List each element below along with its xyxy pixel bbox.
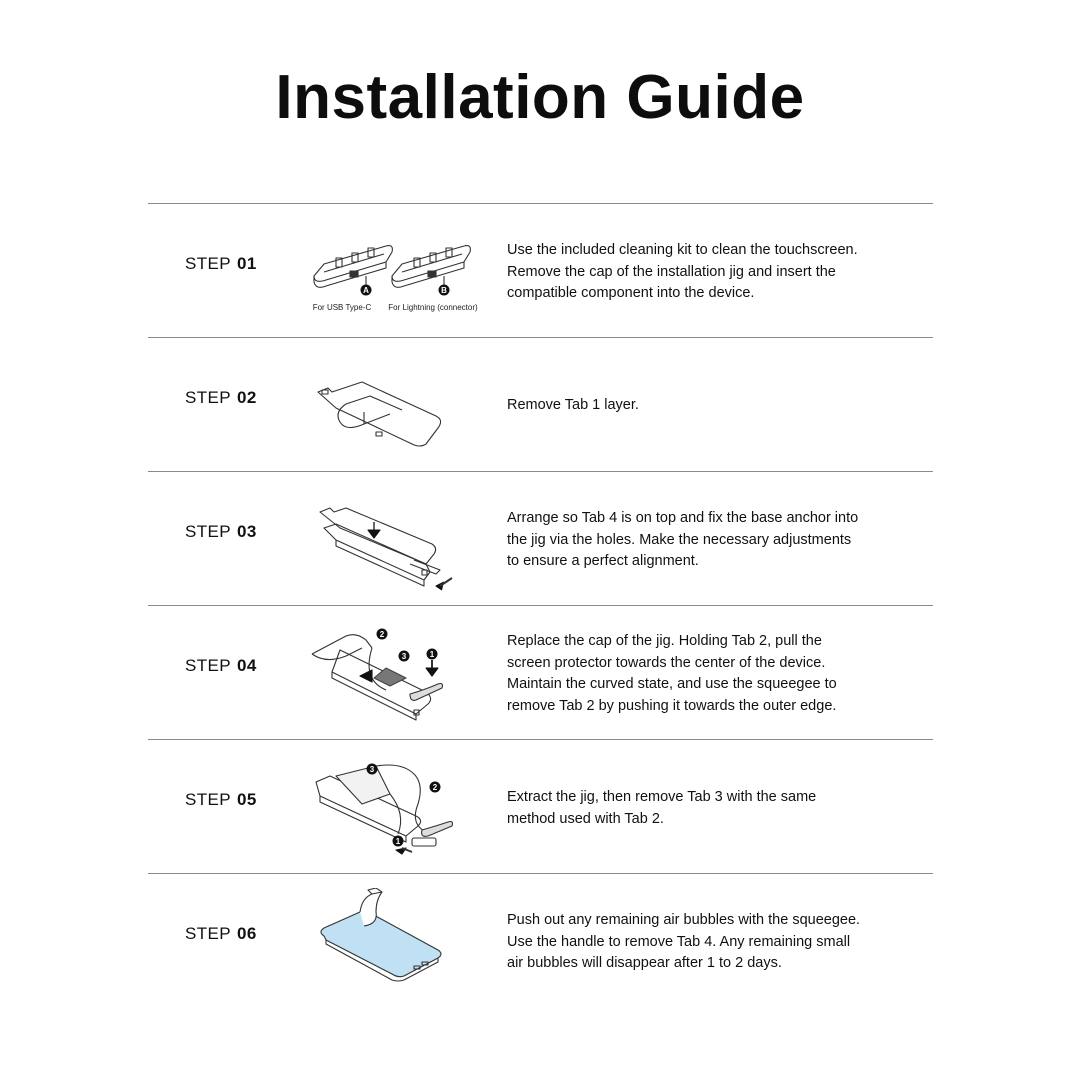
steps-list: [148, 203, 933, 1007]
step-label: [185, 388, 257, 408]
step-word: STEP: [185, 254, 232, 273]
step-06: [148, 874, 933, 1007]
jig-alignment-icon: [306, 486, 486, 591]
caption-usb-type-c: For USB Type-C: [312, 303, 372, 312]
step-word: STEP: [185, 656, 232, 675]
step-number: 04: [237, 656, 257, 675]
step-number: 03: [237, 522, 257, 541]
badge-2: 2: [432, 783, 438, 792]
caption-lightning: For Lightning (connector): [388, 303, 478, 312]
step-description: Extract the jig, then remove Tab 3 with the same method used with Tab 2.: [507, 789, 817, 827]
step-word: STEP: [185, 522, 232, 541]
remove-tab1-icon: [306, 352, 486, 457]
step-02: [148, 338, 933, 471]
page-title: Installation Guide: [275, 63, 805, 132]
remove-tab4-icon: [306, 888, 486, 993]
step-label: [185, 522, 257, 542]
badge-1: 1: [395, 837, 401, 846]
badge-a: A: [363, 286, 369, 295]
step-number: 02: [237, 388, 257, 407]
step-number: 06: [237, 924, 257, 943]
pull-tab2-icon: [306, 620, 486, 725]
jig-components-icon: [306, 218, 486, 323]
badge-1: 1: [429, 650, 435, 659]
step-05: [148, 740, 933, 873]
step-word: STEP: [185, 388, 232, 407]
badge-b: B: [441, 286, 447, 295]
badge-3: 3: [369, 765, 375, 774]
step-description: Arrange so Tab 4 is on top and fix the base anchor into the jig via the holes. Make the necessary adjustments to ensure a perfect alignment.: [507, 510, 859, 569]
step-number: 01: [237, 254, 257, 273]
step-label: [185, 790, 257, 810]
step-01: [148, 204, 933, 337]
step-label: [185, 924, 257, 944]
remove-tab3-icon: [306, 754, 486, 859]
step-description: Remove Tab 1 layer.: [507, 397, 639, 413]
step-description: Replace the cap of the jig. Holding Tab 2, pull the screen protector towards the center of the device. Maintain the curved state, and use the squeegee to remove Tab 2 by pushing it towards the outer edge.: [507, 633, 837, 714]
step-04: [148, 606, 933, 739]
step-description: Use the included cleaning kit to clean the touchscreen. Remove the cap of the installation jig and insert the compatible component into the device.: [507, 242, 858, 301]
step-number: 05: [237, 790, 257, 809]
step-word: STEP: [185, 924, 232, 943]
step-label: [185, 656, 257, 676]
step-description: Push out any remaining air bubbles with the squeegee. Use the handle to remove Tab 4. Any remaining small air bubbles will disappear after 1 to 2 days.: [507, 912, 861, 971]
badge-2: 2: [379, 630, 385, 639]
step-03: [148, 472, 933, 605]
step-label: [185, 254, 257, 274]
badge-3: 3: [401, 652, 407, 661]
step-word: STEP: [185, 790, 232, 809]
